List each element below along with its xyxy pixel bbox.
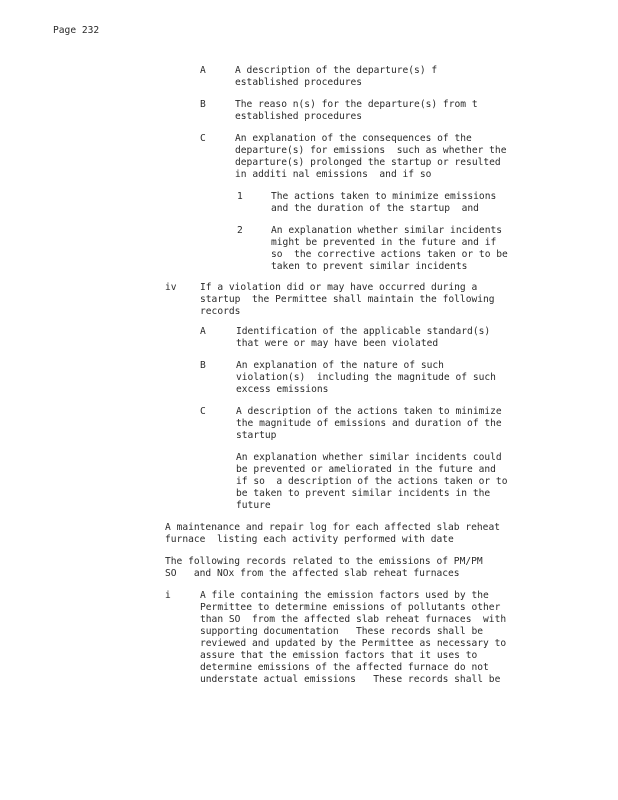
paragraph-line: SO and NOx from the affected slab reheat furnaces [165, 568, 460, 579]
item-marker: C [200, 406, 206, 417]
item-marker: 2 [237, 225, 243, 236]
item-text-line: Permittee to determine emissions of pollutants other [200, 602, 501, 613]
item-text-line: startup [236, 430, 277, 441]
item-marker: i [165, 590, 171, 601]
item-text-line: An explanation whether similar incidents could [236, 452, 502, 463]
item-text-line: reviewed and updated by the Permittee as necessary to [200, 638, 507, 649]
item-text-line: records [200, 306, 241, 317]
item-text-line: assure that the emission factors that it uses to [200, 650, 478, 661]
item-text-line: An explanation whether similar incidents [271, 225, 503, 236]
paragraph-line: furnace listing each activity performed with date [165, 534, 454, 545]
item-marker: iv [165, 282, 177, 293]
item-text-line: be prevented or ameliorated in the future and [236, 464, 496, 475]
item-text-line: A description of the departure(s) f [235, 65, 438, 76]
item-text-line: if so a description of the actions taken or to [236, 476, 508, 487]
item-text-line: in additi nal emissions and if so [235, 169, 432, 180]
item-marker: A [200, 326, 206, 337]
item-text-line: The actions taken to minimize emissions [271, 191, 497, 202]
item-text-line: future [236, 500, 271, 511]
item-text-line: A file containing the emission factors used by the [200, 590, 489, 601]
item-text-line: A description of the actions taken to minimize [236, 406, 502, 417]
item-text-line: determine emissions of the affected furnace do not [200, 662, 489, 673]
item-text-line: An explanation of the nature of such [236, 360, 444, 371]
item-marker: C [200, 133, 206, 144]
item-text-line: departure(s) for emissions such as whether the [235, 145, 507, 156]
item-text-line: established procedures [235, 77, 363, 88]
item-text-line: departure(s) prolonged the startup or resulted [235, 157, 501, 168]
item-text-line: An explanation of the consequences of the [235, 133, 472, 144]
item-text-line: so the corrective actions taken or to be [271, 249, 508, 260]
item-text-line: taken to prevent similar incidents [271, 261, 468, 272]
item-text-line: that were or may have been violated [236, 338, 439, 349]
item-text-line: might be prevented in the future and if [271, 237, 497, 248]
paragraph-line: A maintenance and repair log for each affected slab reheat [165, 522, 501, 533]
item-text-line: violation(s) including the magnitude of such [236, 372, 496, 383]
item-text-line: the magnitude of emissions and duration of the [236, 418, 502, 429]
item-text-line: and the duration of the startup and [271, 203, 479, 214]
item-marker: B [200, 99, 206, 110]
item-marker: B [200, 360, 206, 371]
item-marker: 1 [237, 191, 243, 202]
paragraph-line: The following records related to the emissions of PM/PM [165, 556, 483, 567]
item-text-line: than SO from the affected slab reheat furnaces with [200, 614, 507, 625]
item-text-line: Identification of the applicable standard(s) [236, 326, 491, 337]
item-text-line: excess emissions [236, 384, 329, 395]
item-text-line: supporting documentation These records shall be [200, 626, 484, 637]
item-text-line: understate actual emissions These records shall be [200, 674, 501, 685]
item-text-line: established procedures [235, 111, 363, 122]
item-marker: A [200, 65, 206, 76]
item-text-line: be taken to prevent similar incidents in the [236, 488, 491, 499]
page-number: Page 232 [53, 25, 100, 36]
item-text-line: The reaso n(s) for the departure(s) from t [235, 99, 478, 110]
item-text-line: If a violation did or may have occurred during a [200, 282, 478, 293]
item-text-line: startup the Permittee shall maintain the following [200, 294, 495, 305]
